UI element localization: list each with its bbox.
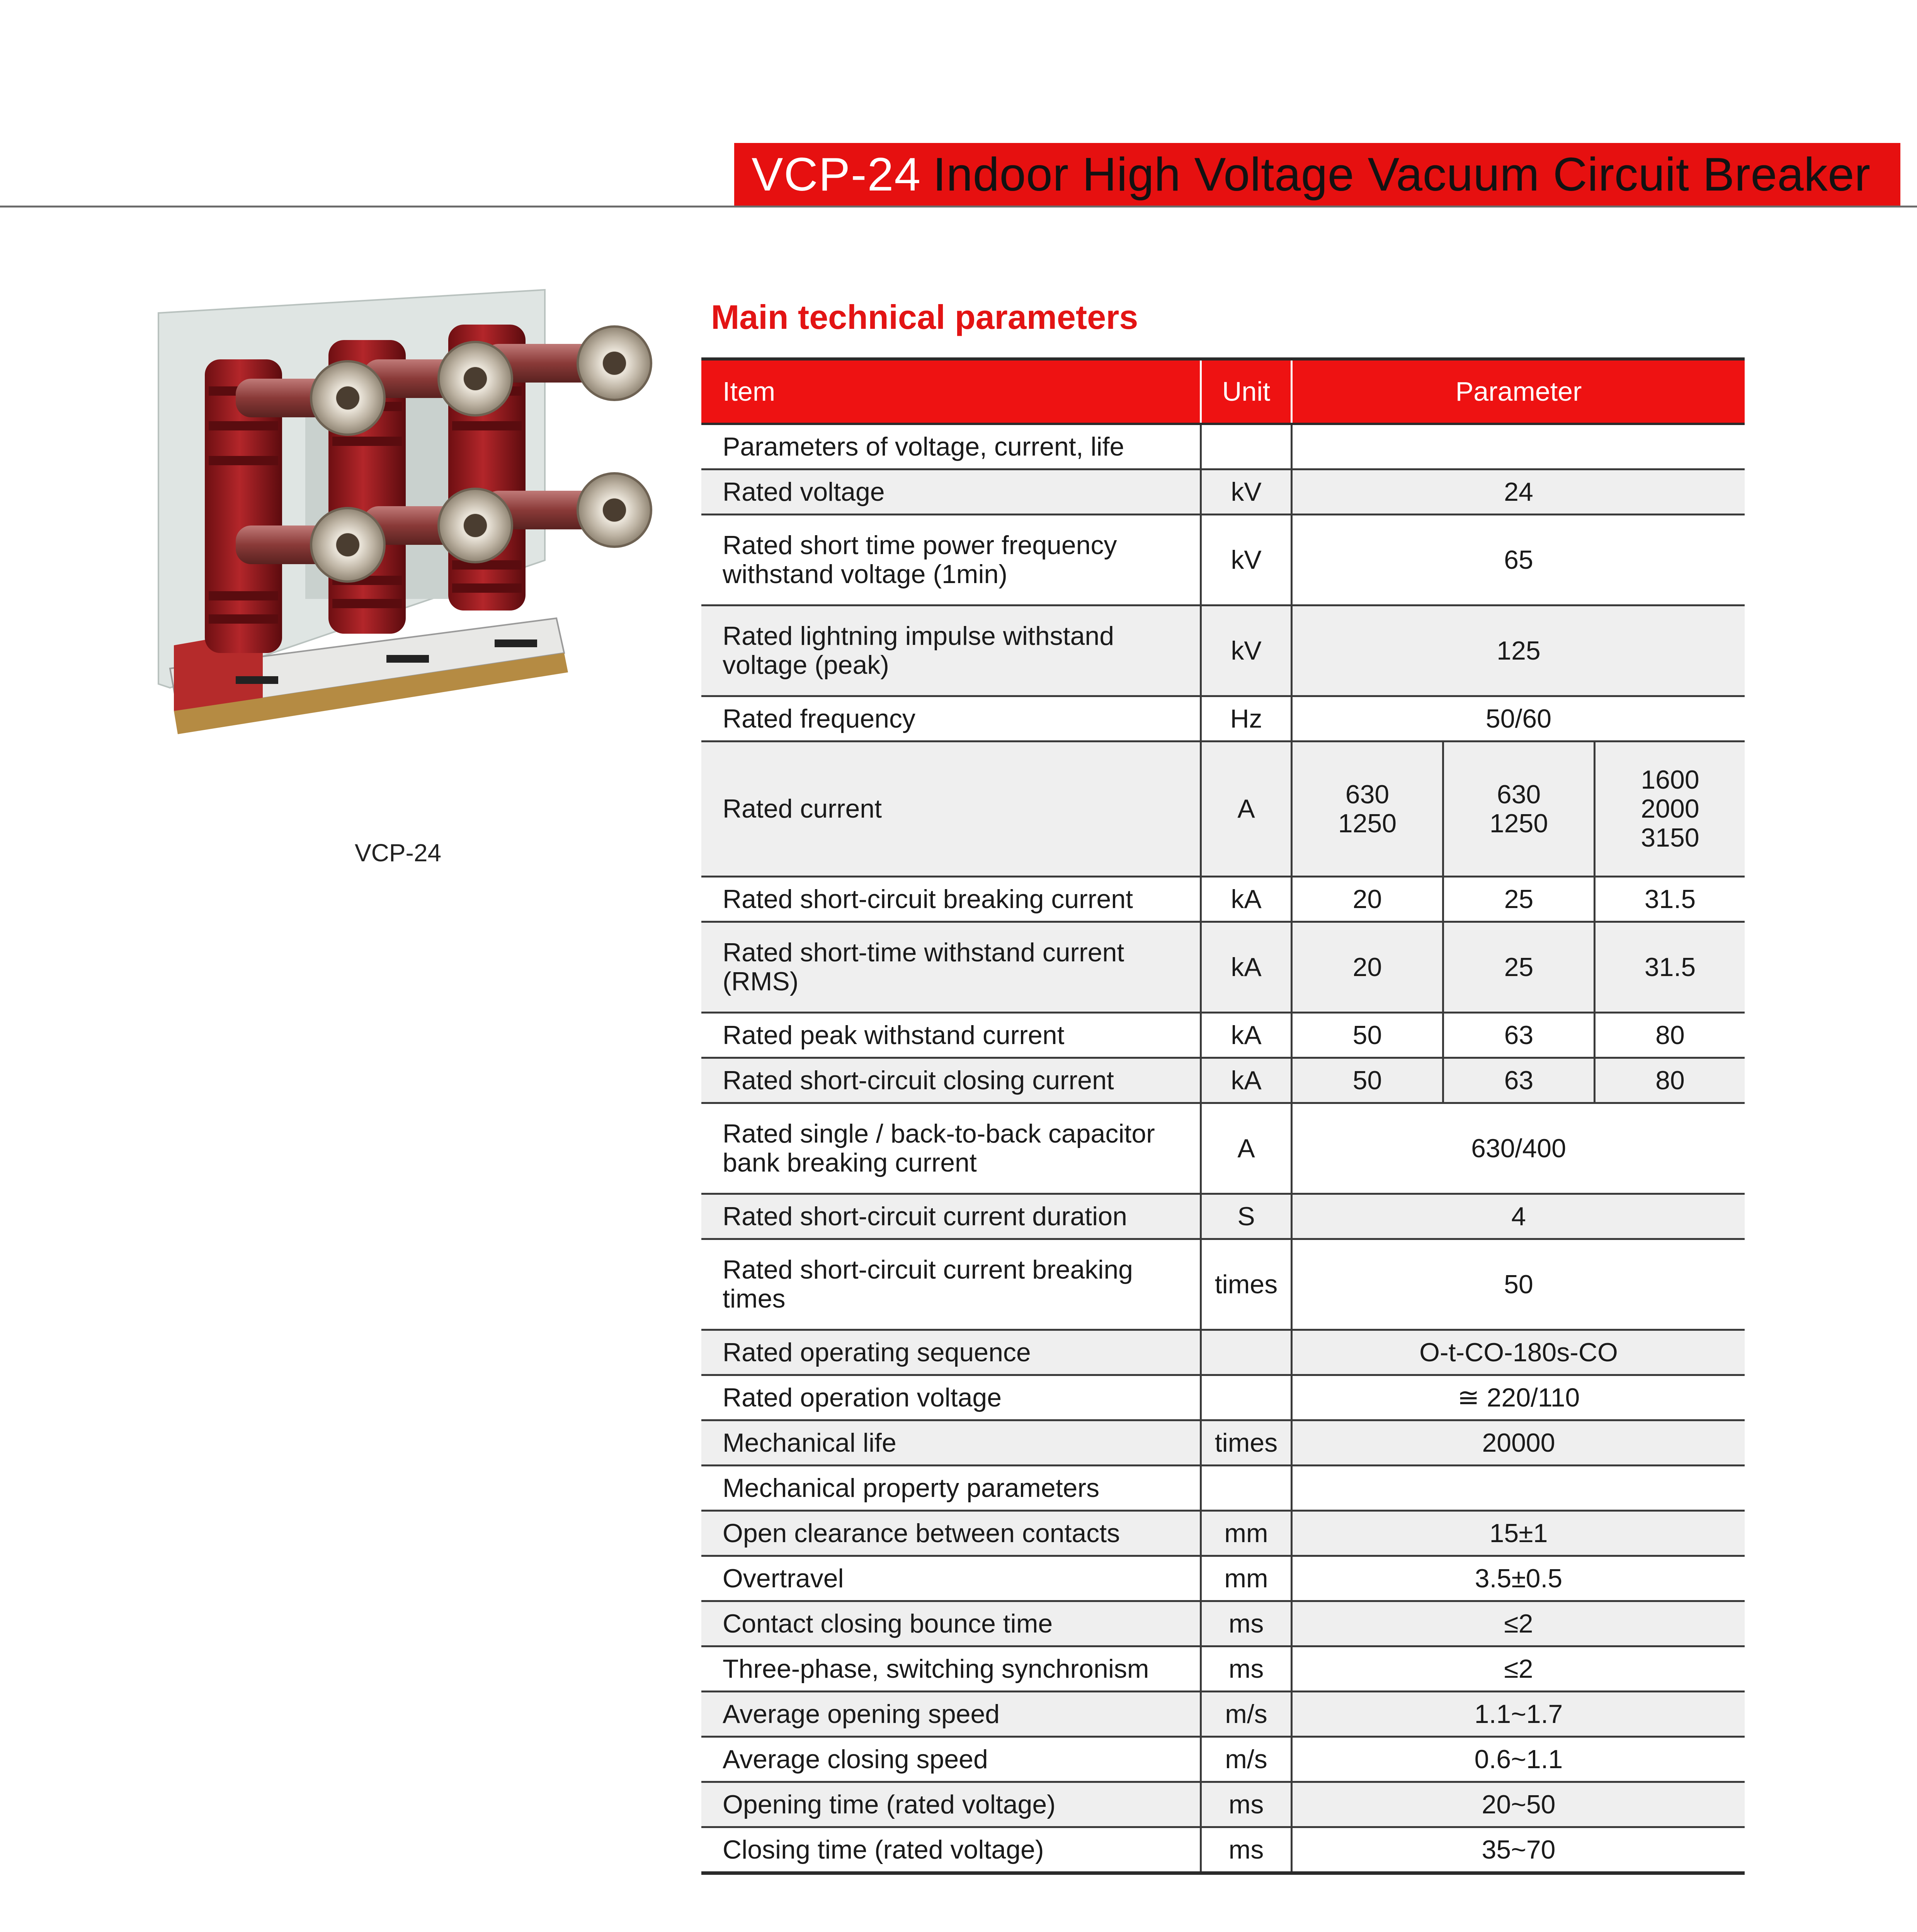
title-banner xyxy=(734,143,1900,206)
row-value: 25 xyxy=(1442,878,1594,921)
value-line: 1250 xyxy=(1489,808,1548,838)
row-unit: ms xyxy=(1200,1828,1291,1871)
row-unit: mm xyxy=(1200,1512,1291,1555)
section-title: Main technical parameters xyxy=(711,298,1138,336)
row-item: Rated voltage xyxy=(723,477,885,507)
row-value: 63 xyxy=(1442,1014,1594,1057)
row-unit: kA xyxy=(1200,878,1291,921)
table-row xyxy=(701,1195,1745,1240)
row-unit: kA xyxy=(1200,1059,1291,1102)
rated-current-option-2 xyxy=(1442,742,1594,876)
row-item: Mechanical property parameters xyxy=(723,1473,1100,1503)
row-value: 50 xyxy=(1291,1059,1442,1102)
row-unit: ms xyxy=(1200,1647,1291,1690)
table-row xyxy=(701,697,1745,742)
row-value xyxy=(1291,425,1745,468)
row-unit: kV xyxy=(1200,515,1291,604)
table-row xyxy=(701,1376,1745,1421)
row-unit: ms xyxy=(1200,1783,1291,1826)
row-value: 24 xyxy=(1291,470,1745,514)
row-value: 4 xyxy=(1291,1195,1745,1238)
table-row xyxy=(701,1647,1745,1692)
row-item: Contact closing bounce time xyxy=(723,1609,1053,1638)
row-unit xyxy=(1200,1376,1291,1419)
row-value: ≤2 xyxy=(1291,1647,1745,1690)
value-line: 2000 xyxy=(1641,794,1699,824)
row-value: 50/60 xyxy=(1291,697,1745,740)
row-unit: m/s xyxy=(1200,1692,1291,1736)
column-header-item: Item xyxy=(723,376,776,406)
value-line: 1250 xyxy=(1338,808,1397,838)
table-row xyxy=(701,1692,1745,1738)
row-unit: ms xyxy=(1200,1602,1291,1645)
row-unit xyxy=(1200,1466,1291,1510)
table-row xyxy=(701,1828,1745,1875)
row-value: 80 xyxy=(1594,1014,1745,1057)
row-value: 15±1 xyxy=(1291,1512,1745,1555)
title-model: VCP-24 xyxy=(752,148,922,201)
row-value: 80 xyxy=(1594,1059,1745,1102)
value-line: 3150 xyxy=(1641,823,1699,852)
rated-current-option-3 xyxy=(1594,742,1745,876)
row-unit: times xyxy=(1200,1240,1291,1329)
table-row xyxy=(701,1602,1745,1647)
product-caption: VCP-24 xyxy=(354,839,442,867)
row-item: Rated operation voltage xyxy=(723,1383,1002,1412)
row-item: Rated frequency xyxy=(723,704,915,733)
table-row xyxy=(701,1466,1745,1512)
row-unit: kA xyxy=(1200,923,1291,1012)
row-value: 0.6~1.1 xyxy=(1291,1738,1745,1781)
value-line: 630 xyxy=(1497,779,1541,809)
row-item: Closing time (rated voltage) xyxy=(723,1835,1044,1864)
row-unit: S xyxy=(1200,1195,1291,1238)
table-row xyxy=(701,470,1745,515)
row-value xyxy=(1291,1466,1745,1510)
row-item: Rated current xyxy=(723,794,882,824)
row-unit xyxy=(1200,425,1291,468)
table-row xyxy=(701,1738,1745,1783)
row-item: Mechanical life xyxy=(723,1428,896,1458)
table-row xyxy=(701,515,1745,606)
row-item: Average opening speed xyxy=(723,1699,1000,1729)
row-value: 50 xyxy=(1291,1240,1745,1329)
row-value: 25 xyxy=(1442,923,1594,1012)
row-value: 630/400 xyxy=(1291,1104,1745,1193)
row-value: 20 xyxy=(1291,878,1442,921)
value-line: 1600 xyxy=(1641,765,1699,795)
table-row xyxy=(701,923,1745,1014)
row-item: Rated operating sequence xyxy=(723,1337,1031,1367)
row-value: 20~50 xyxy=(1291,1783,1745,1826)
column-header-parameter: Parameter xyxy=(1291,361,1745,423)
header-rule xyxy=(0,206,1917,207)
table-row xyxy=(701,1059,1745,1104)
table-header-row xyxy=(701,357,1745,425)
row-item: Open clearance between contacts xyxy=(723,1518,1120,1548)
value-line: 630 xyxy=(1345,779,1390,809)
row-unit: kV xyxy=(1200,606,1291,695)
row-value: 65 xyxy=(1291,515,1745,604)
row-item: Rated short-circuit closing current xyxy=(723,1065,1114,1095)
row-value: 35~70 xyxy=(1291,1828,1745,1871)
row-unit: A xyxy=(1200,742,1291,876)
row-item: Rated short-circuit current breaking times xyxy=(723,1255,1133,1313)
table-row xyxy=(701,1783,1745,1828)
parameters-table xyxy=(701,357,1745,1875)
row-unit: m/s xyxy=(1200,1738,1291,1781)
row-item: Rated short-time withstand current (RMS) xyxy=(723,938,1124,996)
row-unit: mm xyxy=(1200,1557,1291,1600)
row-item: Rated single / back-to-back capacitor bank breaking current xyxy=(723,1119,1155,1177)
table-row xyxy=(701,1240,1745,1331)
row-unit: kA xyxy=(1200,1014,1291,1057)
row-value: 31.5 xyxy=(1594,878,1745,921)
row-unit: A xyxy=(1200,1104,1291,1193)
row-item: Rated short time power frequency withstand voltage (1min) xyxy=(723,531,1117,589)
row-value: 63 xyxy=(1442,1059,1594,1102)
table-row xyxy=(701,1512,1745,1557)
table-row xyxy=(701,1557,1745,1602)
title-description: Indoor High Voltage Vacuum Circuit Breaker xyxy=(933,148,1871,201)
row-value: 125 xyxy=(1291,606,1745,695)
row-unit xyxy=(1200,1331,1291,1374)
row-item: Rated peak withstand current xyxy=(723,1020,1065,1050)
row-item: Opening time (rated voltage) xyxy=(723,1789,1056,1819)
row-item: Rated short-circuit current duration xyxy=(723,1201,1127,1231)
row-item: Average closing speed xyxy=(723,1744,988,1774)
row-item: Rated lightning impulse withstand voltage (peak) xyxy=(723,621,1114,680)
row-value: 1.1~1.7 xyxy=(1291,1692,1745,1736)
row-unit: times xyxy=(1200,1421,1291,1464)
row-item: Three-phase, switching synchronism xyxy=(723,1654,1149,1684)
table-row xyxy=(701,878,1745,923)
row-value: 20000 xyxy=(1291,1421,1745,1464)
rated-current-option-1 xyxy=(1291,742,1442,876)
table-row xyxy=(701,1421,1745,1466)
row-value: 50 xyxy=(1291,1014,1442,1057)
column-header-unit: Unit xyxy=(1200,361,1291,423)
row-value: ≤2 xyxy=(1291,1602,1745,1645)
row-unit: kV xyxy=(1200,470,1291,514)
row-item: Parameters of voltage, current, life xyxy=(723,432,1124,461)
row-value: ≅ 220/110 xyxy=(1291,1376,1745,1419)
row-item: Overtravel xyxy=(723,1563,844,1593)
table-row xyxy=(701,425,1745,470)
row-unit: Hz xyxy=(1200,697,1291,740)
row-item: Rated short-circuit breaking current xyxy=(723,884,1133,914)
table-row xyxy=(701,1331,1745,1376)
table-row xyxy=(701,1104,1745,1195)
table-row xyxy=(701,606,1745,697)
row-value: 20 xyxy=(1291,923,1442,1012)
row-value: O-t-CO-180s-CO xyxy=(1291,1331,1745,1374)
table-row xyxy=(701,742,1745,878)
table-row xyxy=(701,1014,1745,1059)
product-photo xyxy=(147,282,696,757)
row-value: 3.5±0.5 xyxy=(1291,1557,1745,1600)
row-value: 31.5 xyxy=(1594,923,1745,1012)
